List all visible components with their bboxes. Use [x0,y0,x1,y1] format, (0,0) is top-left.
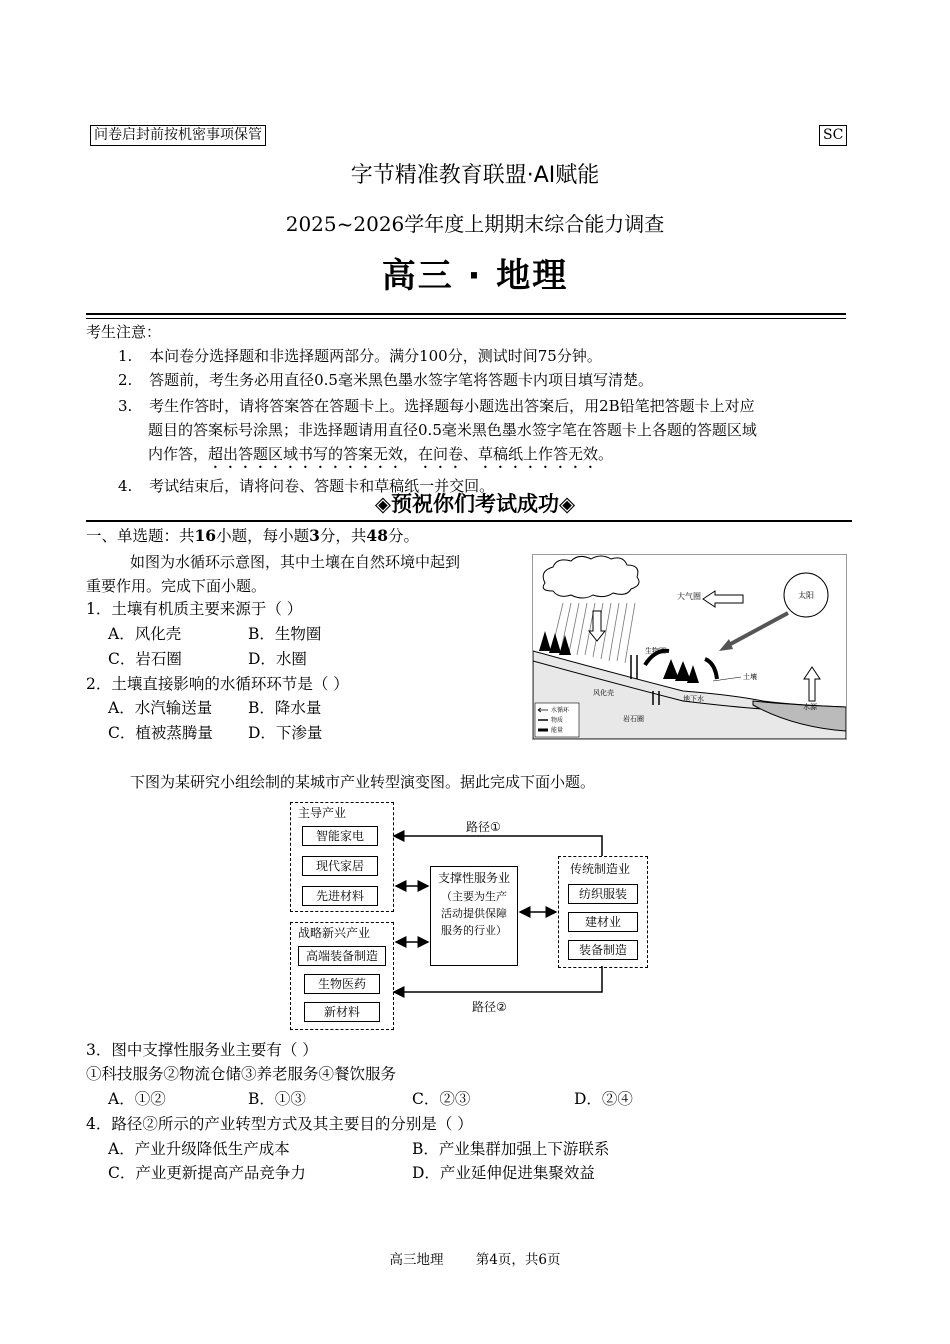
label-water-body: 水源 [803,703,817,711]
notice-text-emphasis: 超出答题区域书写的答案无效，在问卷、草稿纸上作答无效。 [208,445,614,463]
q3-option-b: B．①③ [248,1090,306,1108]
leading-item: 智能家电 [302,826,378,846]
total-score: 48 [366,526,388,545]
group2-intro: 下图为某研究小组绘制的某城市产业转型演变图。据此完成下面小题。 [130,773,596,791]
heading-mid: 小题，每小题 [216,527,310,545]
leading-title: 主导产业 [298,806,347,820]
subject-title: 高三 · 地理 [381,256,569,296]
heading-mid2: 分，共 [319,527,367,545]
support-note-line: （主要为生产 [441,890,507,903]
traditional-title: 传统制造业 [570,862,631,876]
q2-stem: 2．土壤直接影响的水循环环节是（ ） [86,675,349,693]
footer-subject: 高三地理 [389,1252,444,1268]
group1-intro-line2: 重要作用。完成下面小题。 [86,577,267,595]
notice-text-plain: 内作答， [148,445,209,463]
traditional-item: 建材业 [568,912,638,932]
cloud-icon [543,556,639,598]
legend-energy: 能量 [551,727,564,734]
energy-arrow-icon [725,613,788,647]
q2-option-b: B．降水量 [248,699,322,717]
section-heading [86,524,419,548]
emerging-item: 新材料 [304,1002,380,1022]
industry-arrows [290,802,650,1030]
emerging-item: 高端装备制造 [298,946,386,966]
q2-option-c: C．植被蒸腾量 [108,724,213,742]
q1-stem: 1．土壤有机质主要来源于（ ） [86,600,303,618]
notice-text: 考试结束后，请将问卷、答题卡和草稿纸一并交回。 [149,477,495,495]
header-rule-thick [86,313,846,315]
support-note-line: 服务的行业） [441,924,507,937]
q3-stem: 3．图中支撑性服务业主要有（ ） [86,1041,318,1059]
question-count: 16 [194,526,217,545]
support-title: 支撑性服务业 [437,871,510,885]
exam-title: 2025~2026学年度上期期末综合能力调查 [285,212,665,236]
leading-item: 现代家居 [302,856,378,876]
traditional-item: 装备制造 [568,940,638,960]
q3-option-a: A．①② [108,1090,166,1108]
footer-page: 第4页，共6页 [475,1252,561,1268]
q2-option-a: A．水汽输送量 [108,699,213,717]
notice-text: 答题前，考生务必用直径0.5毫米黑色墨水签字笔将答题卡内项目填写清楚。 [149,371,653,389]
notice-num: 4. [118,477,133,495]
leading-item: 先进材料 [302,886,378,906]
q3-option-c: C．②③ [412,1090,471,1108]
alliance-title: 字节精准教育联盟·AI赋能 [350,163,600,188]
secret-notice-box [90,125,266,146]
label-lithosphere: 岩石圈 [623,715,644,723]
label-weathered: 风化壳 [593,689,614,697]
q2-option-d: D．下渗量 [248,724,323,742]
legend-water: 水循环 [551,707,570,714]
label-groundwater: 地下水 [683,695,704,703]
water-cycle-figure [532,554,847,740]
path1-label: 路径① [466,820,501,834]
industry-figure [290,802,650,1030]
emerging-title: 战略新兴产业 [298,926,371,940]
notice-title: 考生注意： [86,323,162,341]
q4-option-b: B．产业集群加强上下游联系 [412,1140,610,1158]
path1-arrow [394,836,602,856]
notice-text-line1: 考生作答时，请将答案答在答题卡上。选择题每小题选出答案后，用2B铅笔把答题卡上对应 [149,397,755,415]
legend-matter: 物质 [551,717,564,724]
q4-option-a: A．产业升级降低生产成本 [108,1140,290,1158]
header-rule-thin [86,318,846,319]
label-atmosphere: 大气圈 [677,592,701,601]
label-biosphere: 生物圈 [645,647,666,655]
notice-text-line2: 题目的答案标号涂黑；非选择题请用直径0.5毫米黑色墨水签字笔在答题卡上各题的答题区域 [148,421,757,439]
notice-item-3 [118,394,755,418]
support-note-line: 活动提供保障 [441,907,507,920]
notice-num: 1. [118,347,133,365]
notice-text-line3 [148,442,613,472]
q1-option-c: C．岩石圈 [108,650,182,668]
q1-option-a: A．风化壳 [108,625,182,643]
q3-option-d: D．②④ [574,1090,633,1108]
heading-pre: 一、单选题：共 [86,527,195,545]
forest-left-icon [539,631,571,655]
forest-middle-icon [663,659,699,683]
code-badge [819,125,847,146]
label-sun: 太阳 [798,591,814,600]
path2-arrow [394,966,602,992]
page-footer [0,1248,950,1268]
group1-intro-line1: 如图为水循环示意图，其中土壤在自然环境中起到 [130,553,461,571]
secret-notice: 问卷启封前按机密事项保管 [94,127,262,143]
path2-label: 路径② [472,1000,507,1014]
code-badge-text: SC [823,127,844,143]
notice-num: 3. [118,397,133,415]
label-soil: 土壤 [743,673,757,681]
cycle-arrow-icon [705,659,717,679]
q4-option-d: D．产业延伸促进集聚效益 [412,1164,595,1182]
heading-post: 分。 [388,527,420,545]
q1-option-b: B．生物圈 [248,625,322,643]
notice-item-1 [118,344,602,368]
water-cycle-diagram [533,555,846,739]
q4-option-c: C．产业更新提高产品竞争力 [108,1164,306,1182]
notice-num: 2. [118,371,133,389]
q4-stem: 4．路径②所示的产业转型方式及其主要目的分别是（ ） [86,1115,473,1133]
notice-rule [86,520,852,522]
q3-sub: ①科技服务②物流仓储③养老服务④餐饮服务 [86,1065,397,1083]
evaporation-arrow-icon [804,667,820,701]
emerging-item: 生物医药 [304,974,380,994]
question-score: 3 [309,526,320,545]
notice-text: 本问卷分选择题和非选择题两部分。满分100分，测试时间75分钟。 [149,347,602,365]
precipitation-arrow-icon [589,611,605,641]
atmosphere-arrow-icon [703,591,743,607]
wish-banner: ◈预祝你们考试成功◈ [374,492,576,516]
traditional-item: 纺织服装 [568,884,638,904]
q1-option-d: D．水圈 [248,650,307,668]
notice-item-2 [118,368,653,392]
